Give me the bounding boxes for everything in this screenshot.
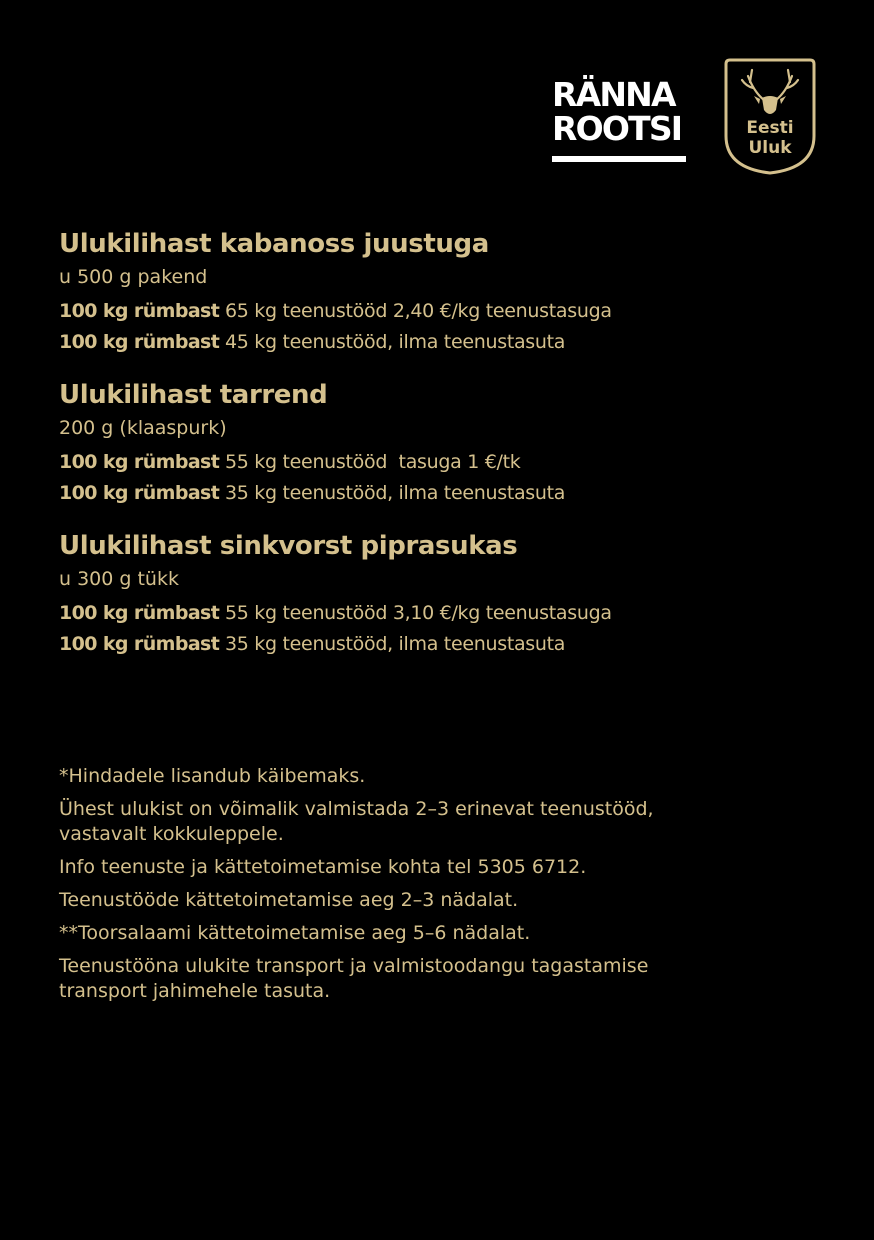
price-row	[59, 598, 819, 629]
note-transport: Teenustööna ulukite transport ja valmistoodangu tagastamise transport jahimehele tasuta.	[59, 955, 649, 1002]
price-row	[59, 478, 819, 509]
note-delivery-time: Teenustööde kättetoimetamise aeg 2–3 nädalat.	[59, 889, 519, 911]
crest-text-line1: Eesti	[746, 118, 794, 138]
price-row-bold: 100 kg rümbast	[59, 602, 220, 624]
product-title: Ulukilihast tarrend	[59, 380, 328, 410]
notes	[59, 764, 819, 1012]
note-vat: *Hindadele lisandub käibemaks.	[59, 765, 366, 787]
logo-area	[552, 56, 816, 176]
product-title: Ulukilihast kabanoss juustuga	[59, 229, 489, 259]
price-row-bold: 100 kg rümbast	[59, 300, 220, 322]
price-row	[59, 296, 819, 327]
product-title: Ulukilihast sinkvorst piprasukas	[59, 531, 518, 561]
price-row-bold: 100 kg rümbast	[59, 482, 220, 504]
product-sinkvorst	[59, 528, 819, 660]
price-row-text: 65 kg teenustööd 2,40 €/kg teenustasuga	[219, 300, 612, 322]
price-row-text: 35 kg teenustööd, ilma teenustasuta	[219, 482, 566, 504]
product-package: u 500 g pakend	[59, 266, 208, 288]
price-row-bold: 100 kg rümbast	[59, 331, 220, 353]
price-row-text: 55 kg teenustööd tasuga 1 €/tk	[219, 451, 521, 473]
product-list	[59, 226, 819, 679]
product-tarrend	[59, 377, 819, 509]
note-salami-delivery: **Toorsalaami kättetoimetamise aeg 5–6 nädalat.	[59, 922, 531, 944]
product-package: 200 g (klaaspurk)	[59, 417, 227, 439]
price-row-bold: 100 kg rümbast	[59, 633, 220, 655]
product-kabanoss	[59, 226, 819, 358]
price-row	[59, 327, 819, 358]
ranna-rootsi-logo	[552, 75, 690, 162]
ranna-logo-line2: ROOTSI	[552, 109, 682, 148]
note-services-per-animal: Ühest ulukist on võimalik valmistada 2–3 erinevat teenustööd, vastavalt kokkuleppele.	[59, 798, 654, 845]
price-row-text: 55 kg teenustööd 3,10 €/kg teenustasuga	[219, 602, 612, 624]
ranna-logo-line1: RÄNNA	[552, 75, 675, 114]
price-row	[59, 447, 819, 478]
eesti-uluk-crest-icon	[724, 56, 816, 176]
price-row-text: 45 kg teenustööd, ilma teenustasuta	[219, 331, 566, 353]
ranna-logo-underline	[552, 156, 686, 162]
product-package: u 300 g tükk	[59, 568, 179, 590]
price-row	[59, 629, 819, 660]
price-row-text: 35 kg teenustööd, ilma teenustasuta	[219, 633, 566, 655]
crest-text-line2: Uluk	[748, 138, 792, 158]
note-contact: Info teenuste ja kättetoimetamise kohta tel 5305 6712.	[59, 856, 587, 878]
price-row-bold: 100 kg rümbast	[59, 451, 220, 473]
